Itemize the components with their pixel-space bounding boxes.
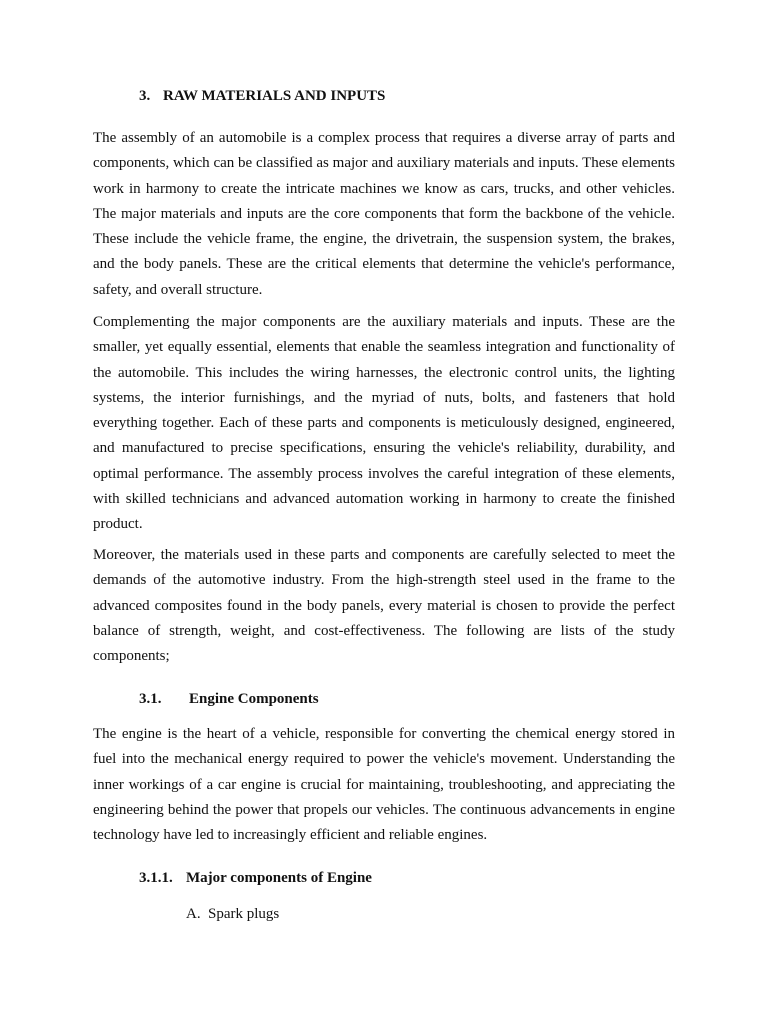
- list-item-marker: A.: [186, 906, 201, 922]
- paragraph-materials: Moreover, the materials used in these parts and components are carefully selected to meet the demands of the automotive industry. From the high-strength steel used in the frame to the advanced composites found in the body panels, every material is chosen to provide the perfect balance of strength, weight, and cost-effectiveness. The following are lists of the study components;: [93, 547, 675, 665]
- list-item: [186, 905, 279, 923]
- paragraph-intro: The assembly of an automobile is a complex process that requires a diverse array of parts and components, which can be classified as major and auxiliary materials and inputs. These elements work in harmony to create the intricate machines we know as cars, trucks, and other vehicles. The major materials and inputs are the core components that form the backbone of the vehicle. These include the vehicle frame, the engine, the drivetrain, the suspension system, the brakes, and the body panels. These are the critical elements that determine the vehicle's performance, safety, and overall structure.: [93, 130, 675, 298]
- section-title: RAW MATERIALS AND INPUTS: [163, 88, 386, 104]
- section-number: 3.: [139, 88, 151, 104]
- subsubsection-heading: [139, 869, 372, 887]
- subsubsection-title: Major components of Engine: [186, 870, 372, 886]
- section-heading: [139, 87, 385, 105]
- subsubsection-number: 3.1.1.: [139, 870, 173, 886]
- paragraph-auxiliary: Complementing the major components are the auxiliary materials and inputs. These are the smaller, yet equally essential, elements that enable the seamless integration and functionality of the automobile. This includes the wiring harnesses, the electronic control units, the lighting systems, the interior furnishings, and the myriad of nuts, bolts, and fasteners that hold everything together. Each of these parts and components is meticulously designed, engineered, and manufactured to precise specifications, ensuring the vehicle's reliability, durability, and optimal performance. The assembly process involves the careful integration of these elements, with skilled technicians and advanced automation working in harmony to create the finished product.: [93, 314, 675, 533]
- subsection-number: 3.1.: [139, 691, 162, 707]
- paragraph-engine: The engine is the heart of a vehicle, responsible for converting the chemical energy stored in fuel into the mechanical energy required to power the vehicle's movement. Understanding the inner workings of a car engine is crucial for maintaining, troubleshooting, and appreciating the engineering behind the power that propels our vehicles. The continuous advancements in engine technology have led to increasingly efficient and reliable engines.: [93, 726, 675, 844]
- subsection-title: Engine Components: [189, 691, 319, 707]
- list-item-text: Spark plugs: [208, 906, 280, 922]
- subsection-heading: [139, 690, 319, 708]
